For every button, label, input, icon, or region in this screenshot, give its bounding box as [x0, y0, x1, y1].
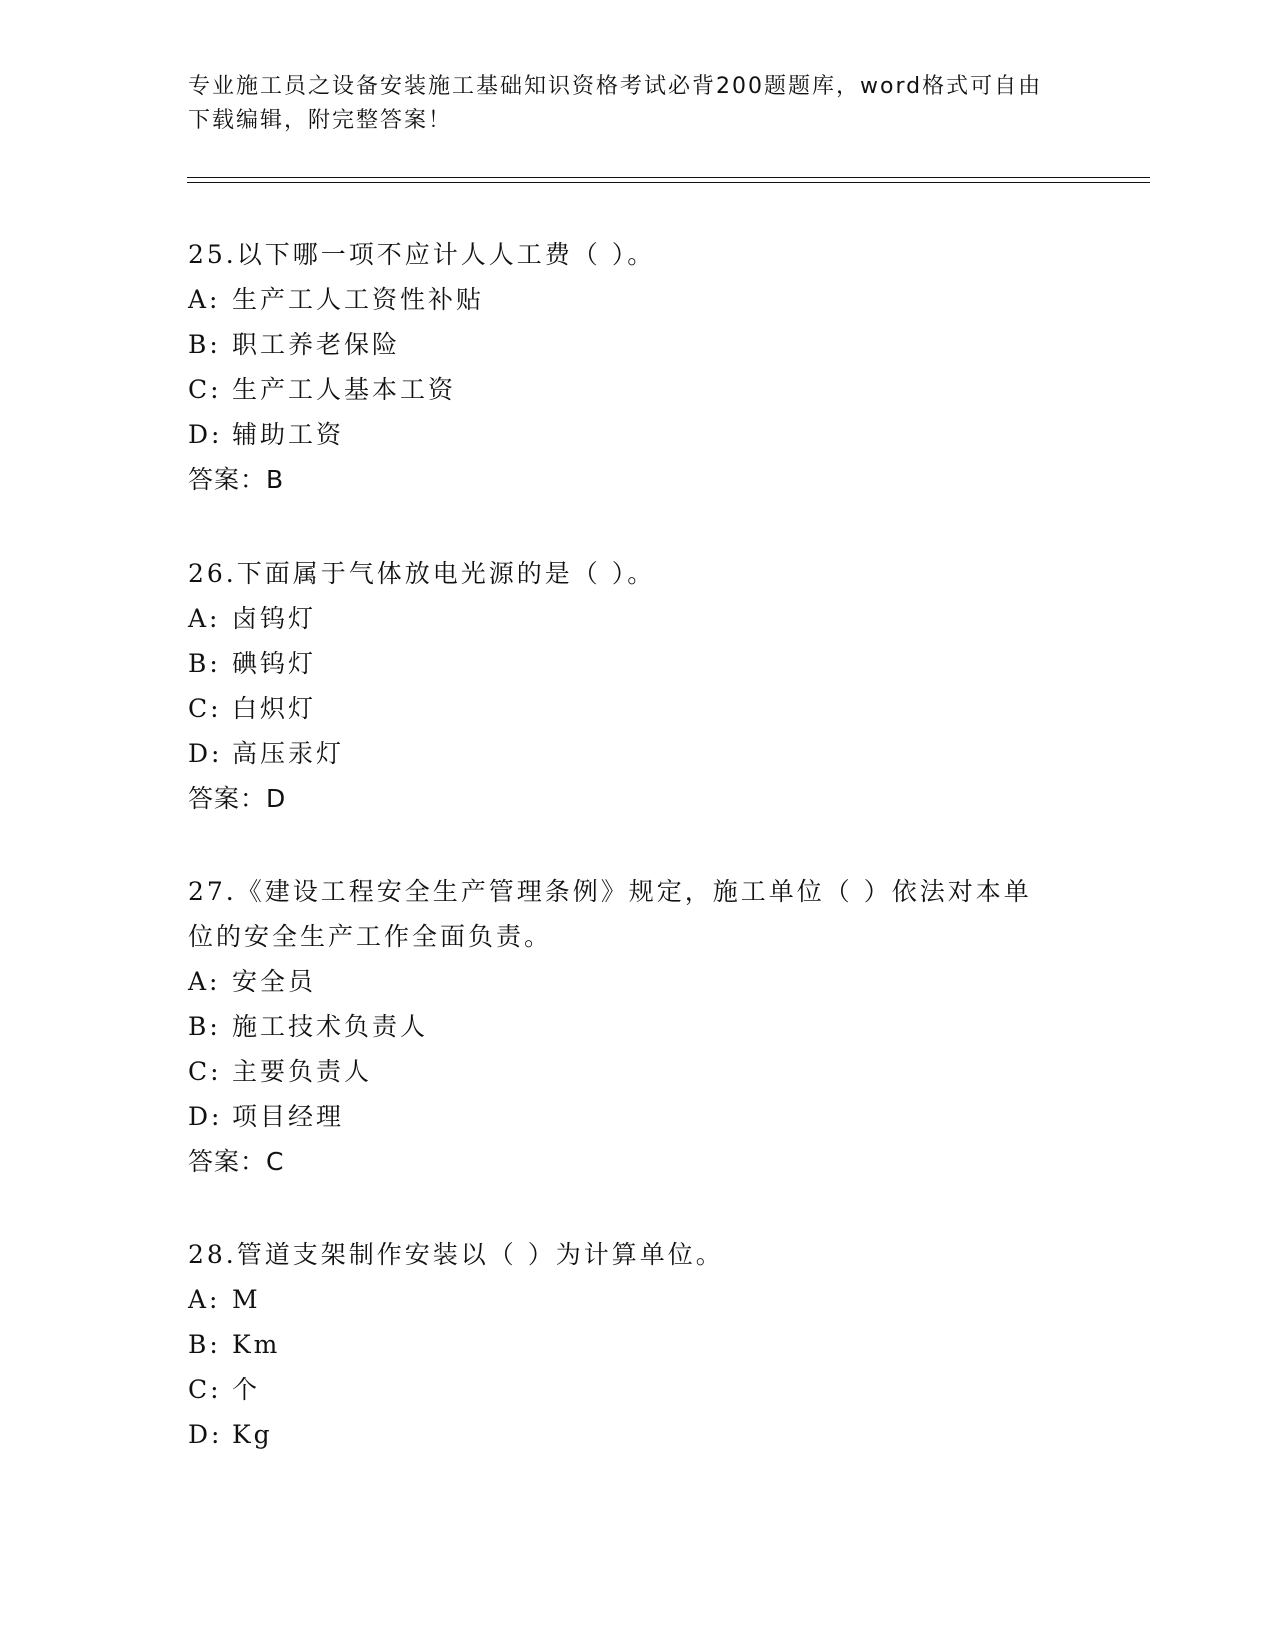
- question-25: [188, 232, 1068, 502]
- option-key: A:: [188, 604, 221, 633]
- option-text: 碘钨灯: [232, 649, 317, 678]
- option-key: C:: [188, 694, 222, 723]
- option-c: [188, 686, 1068, 731]
- option-text: 个: [232, 1375, 261, 1404]
- header-divider-top: [187, 177, 1150, 178]
- option-c: [188, 1367, 1068, 1412]
- header-line-2: 下载编辑，附完整答案！: [188, 108, 453, 133]
- option-b: [188, 1004, 1068, 1049]
- question-text: 27.《建设工程安全生产管理条例》规定，施工单位（ ）依法对本单: [188, 877, 1032, 906]
- option-b: [188, 322, 1068, 367]
- option-text: 高压汞灯: [232, 739, 345, 768]
- question-text: 26.下面属于气体放电光源的是（ ）。: [188, 559, 656, 588]
- answer: 答案：D: [188, 784, 287, 813]
- option-text: 生产工人工资性补贴: [232, 285, 485, 314]
- option-b: [188, 1322, 1068, 1367]
- option-key: C:: [188, 1375, 222, 1404]
- question-text-continued: 位的安全生产工作全面负责。: [188, 922, 553, 951]
- question-text: 25.以下哪一项不应计人人工费（ ）。: [188, 240, 656, 269]
- option-key: D:: [188, 1420, 223, 1449]
- option-key: C:: [188, 375, 222, 404]
- option-d: [188, 1412, 1068, 1457]
- option-key: C:: [188, 1057, 222, 1086]
- option-a: [188, 959, 1068, 1004]
- question-26: [188, 551, 1068, 821]
- option-text: 辅助工资: [232, 420, 345, 449]
- option-key: A:: [188, 285, 221, 314]
- question-28: [188, 1232, 1068, 1457]
- option-key: D:: [188, 420, 223, 449]
- option-d: [188, 412, 1068, 457]
- option-key: A:: [188, 1285, 221, 1314]
- option-a: [188, 277, 1068, 322]
- option-text: 项目经理: [232, 1102, 345, 1131]
- question-27: [188, 869, 1068, 1184]
- option-d: [188, 1094, 1068, 1139]
- option-key: D:: [188, 739, 223, 768]
- option-key: B:: [188, 649, 221, 678]
- question-text: 28.管道支架制作安装以（ ）为计算单位。: [188, 1240, 724, 1269]
- option-key: B:: [188, 1330, 221, 1359]
- header-line-1: 专业施工员之设备安装施工基础知识资格考试必背200题题库，word格式可自由: [188, 74, 1043, 99]
- option-text: Kg: [232, 1420, 273, 1449]
- option-text: M: [232, 1285, 261, 1314]
- option-b: [188, 641, 1068, 686]
- option-text: 安全员: [232, 967, 317, 996]
- option-text: 施工技术负责人: [232, 1012, 429, 1041]
- option-key: A:: [188, 967, 221, 996]
- option-text: 主要负责人: [232, 1057, 373, 1086]
- option-text: 卤钨灯: [232, 604, 317, 633]
- option-a: [188, 596, 1068, 641]
- option-key: B:: [188, 330, 221, 359]
- option-c: [188, 1049, 1068, 1094]
- option-text: 白炽灯: [232, 694, 317, 723]
- option-text: 生产工人基本工资: [232, 375, 457, 404]
- option-text: Km: [232, 1330, 281, 1359]
- option-c: [188, 367, 1068, 412]
- option-a: [188, 1277, 1068, 1322]
- option-text: 职工养老保险: [232, 330, 401, 359]
- header-divider-bottom: [187, 182, 1150, 183]
- option-d: [188, 731, 1068, 776]
- document-header: [188, 70, 1088, 138]
- answer: 答案：C: [188, 1147, 285, 1176]
- answer: 答案：B: [188, 465, 285, 494]
- option-key: D:: [188, 1102, 223, 1131]
- option-key: B:: [188, 1012, 221, 1041]
